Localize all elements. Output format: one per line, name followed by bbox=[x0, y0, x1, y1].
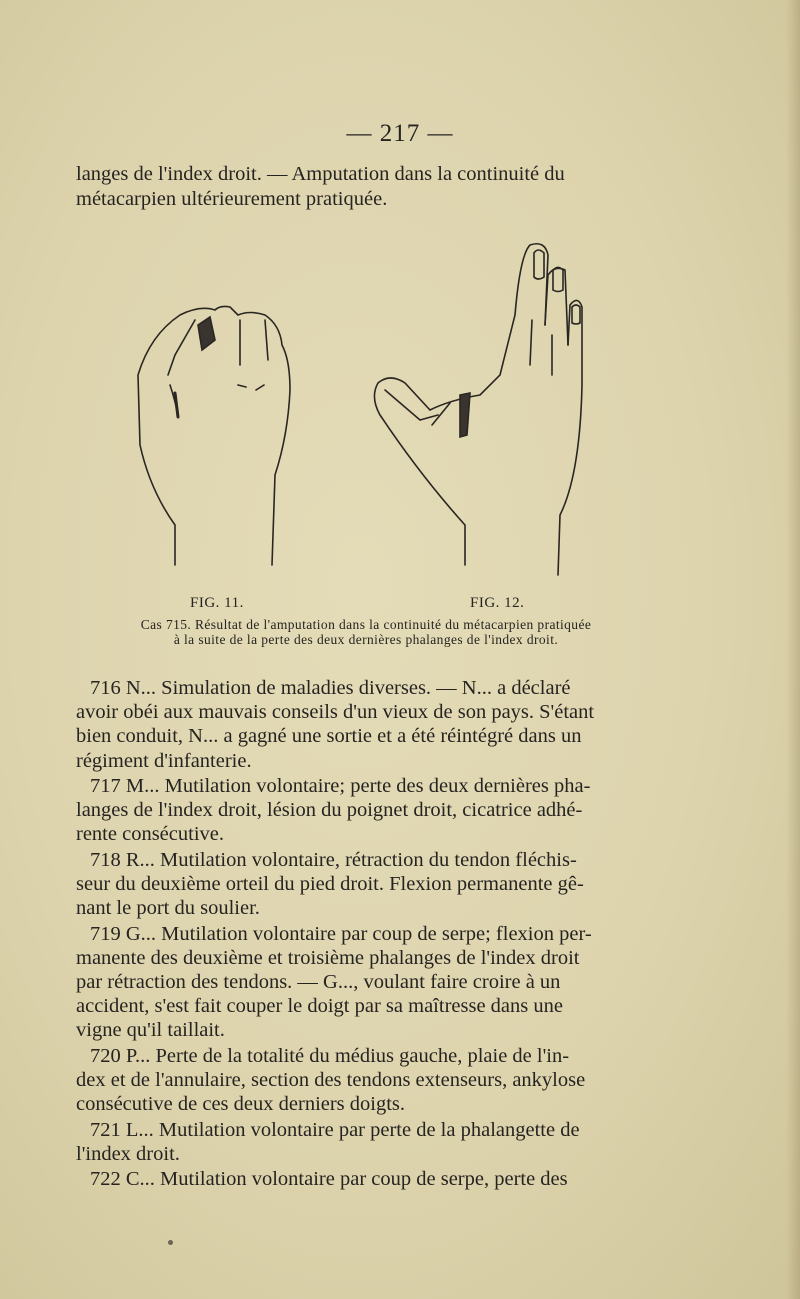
entry-line: langes de l'index droit, lésion du poignet droit, cicatrice adhé- bbox=[76, 799, 583, 822]
case-entry-716 bbox=[76, 676, 644, 773]
entry-line: seur du deuxième orteil du pied droit. Flexion permanente gê- bbox=[76, 873, 584, 895]
case-entry-717 bbox=[76, 774, 644, 847]
entry-line: 718 R... Mutilation volontaire, rétraction du tendon fléchis- bbox=[90, 848, 577, 871]
hand-figure-11 bbox=[138, 306, 290, 565]
case-entry-721 bbox=[76, 1118, 644, 1166]
entry-line: bien conduit, N... a gagné une sortie et a été réintégré dans un bbox=[76, 725, 582, 748]
entry-line: manente des deuxième et troisième phalanges de l'index droit bbox=[76, 946, 580, 969]
ink-speck bbox=[168, 1240, 173, 1245]
entry-line: par rétraction des tendons. — G..., voulant faire croire à un bbox=[76, 971, 561, 993]
caption-line: à la suite de la perte des deux dernières phalanges de l'index droit. bbox=[173, 632, 559, 647]
entry-line: accident, s'est fait couper le doigt par sa maîtresse dans une bbox=[76, 995, 563, 1018]
case-entry-720 bbox=[76, 1044, 644, 1117]
figure-12-label: FIG. 12. bbox=[470, 595, 525, 611]
entry-line: dex et de l'annulaire, section des tendons extenseurs, ankylose bbox=[76, 1069, 586, 1091]
caption-line: Cas 715. Résultat de l'amputation dans la continuité du métacarpien pratiquée bbox=[140, 617, 592, 632]
entry-line: avoir obéi aux mauvais conseils d'un vieux de son pays. S'étant bbox=[76, 701, 595, 724]
hand-12-nail bbox=[534, 250, 544, 279]
intro-paragraph bbox=[76, 162, 656, 212]
hand-12-finger-line bbox=[530, 320, 532, 365]
entry-line: nant le port du soulier. bbox=[76, 897, 260, 920]
entry-line: rente consécutive. bbox=[76, 823, 224, 846]
hand-11-finger-line bbox=[238, 385, 264, 390]
case-entry-722 bbox=[76, 1167, 644, 1191]
page-edge-shadow bbox=[786, 0, 800, 1299]
hand-12-finger bbox=[545, 268, 568, 345]
entry-line: régiment d'infanterie. bbox=[76, 749, 252, 772]
entry-line: 716 N... Simulation de maladies diverses. — N... a déclaré bbox=[90, 677, 571, 699]
hand-12-stump bbox=[460, 393, 470, 437]
hand-12-nail bbox=[553, 268, 563, 292]
entry-line: 722 C... Mutilation volontaire par coup de serpe, perte des bbox=[90, 1168, 568, 1191]
hand-illustration bbox=[120, 225, 620, 595]
case-entries bbox=[76, 676, 644, 1193]
entry-line: consécutive de ces deux derniers doigts. bbox=[76, 1093, 406, 1116]
entry-line: vigne qu'il taillait. bbox=[76, 1019, 225, 1042]
hand-12-stump-line bbox=[432, 403, 450, 425]
entry-line: 717 M... Mutilation volontaire; perte des deux dernières pha- bbox=[90, 775, 591, 797]
hand-12-finger bbox=[558, 300, 582, 575]
hand-drawings-svg bbox=[120, 225, 620, 595]
hand-12-thumb-line bbox=[385, 390, 438, 420]
figure-caption bbox=[76, 617, 656, 647]
intro-line: langes de l'index droit. — Amputation dans la continuité du bbox=[76, 163, 565, 185]
entry-line: 720 P... Perte de la totalité du médius gauche, plaie de l'in- bbox=[90, 1044, 570, 1067]
hand-12-nail bbox=[572, 305, 580, 324]
page-number: — 217 — bbox=[346, 120, 454, 147]
hand-11-finger-line bbox=[265, 320, 268, 360]
entry-line: 719 G... Mutilation volontaire par coup de serpe; flexion per- bbox=[90, 922, 592, 945]
case-entry-718 bbox=[76, 848, 644, 921]
hand-figure-12 bbox=[374, 244, 582, 575]
hand-11-finger-line bbox=[168, 320, 195, 375]
hand-11-stump bbox=[198, 317, 215, 350]
intro-line: métacarpien ultérieurement pratiquée. bbox=[76, 188, 388, 210]
entry-line: l'index droit. bbox=[76, 1142, 180, 1165]
case-entry-719 bbox=[76, 922, 644, 1043]
hand-11-scar bbox=[175, 393, 178, 417]
figure-11-label: FIG. 11. bbox=[190, 595, 244, 611]
entry-line: 721 L... Mutilation volontaire par perte de la phalangette de bbox=[90, 1118, 580, 1141]
